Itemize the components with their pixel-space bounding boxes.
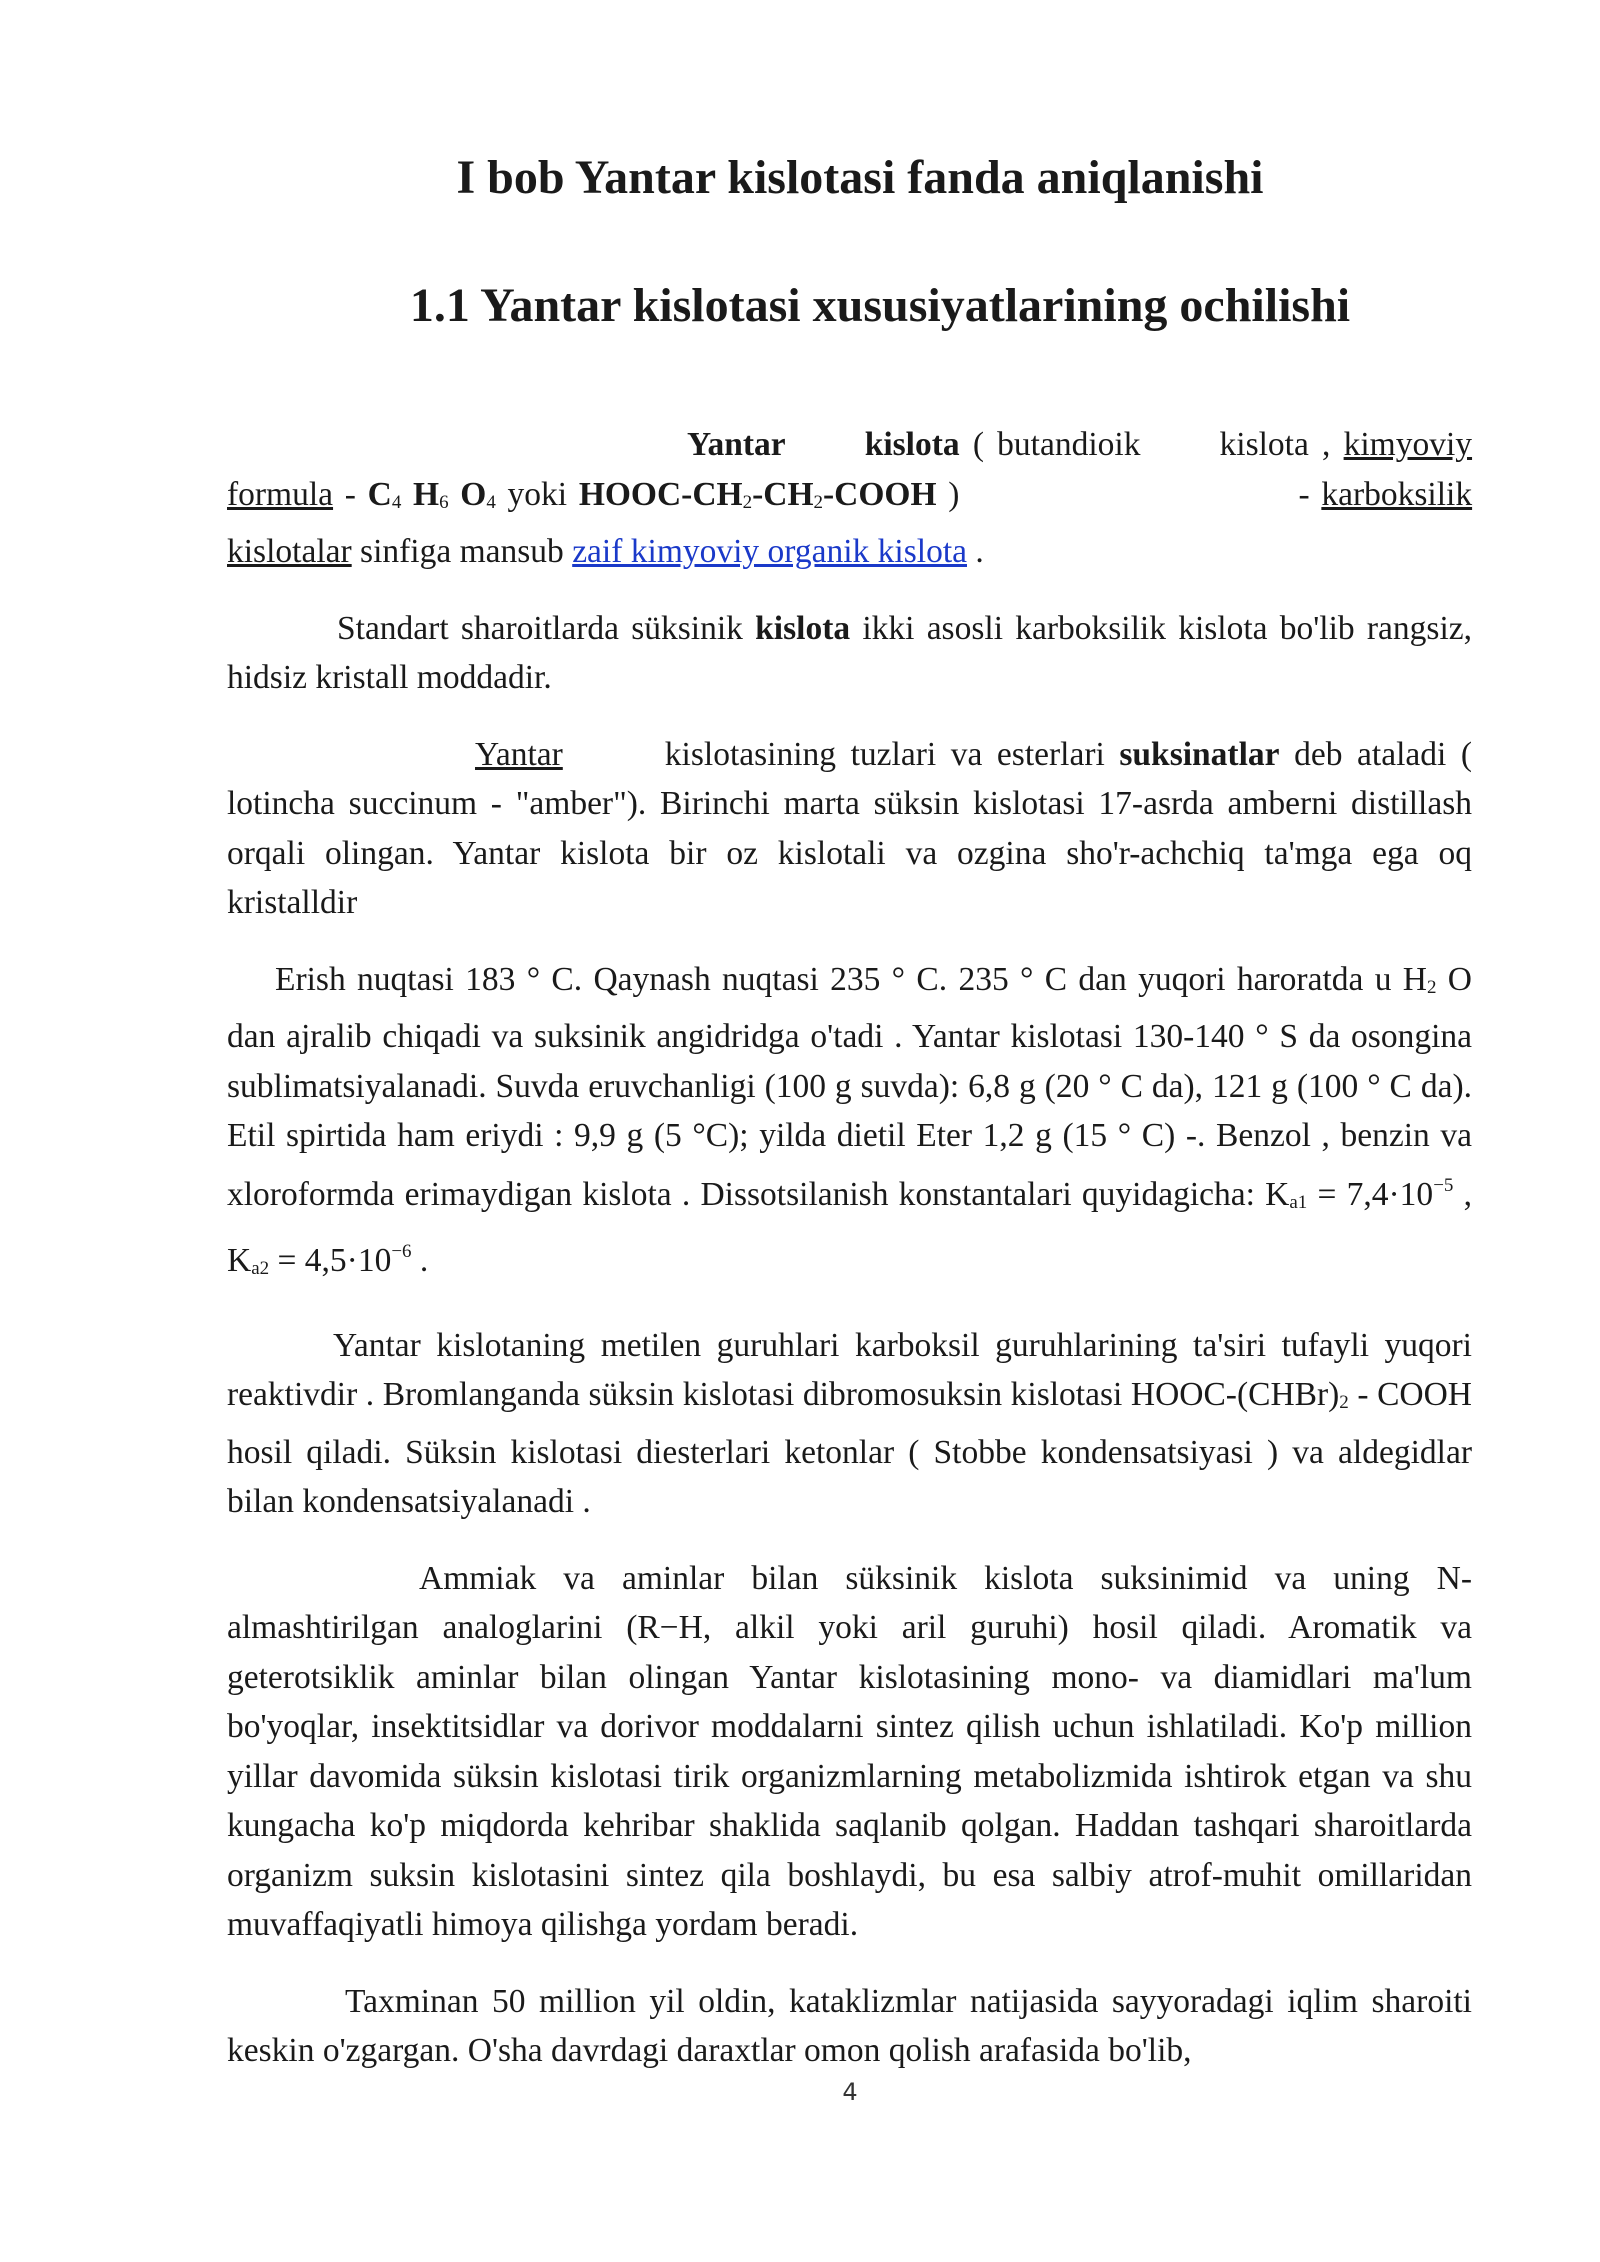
kimyoviy-formula-link[interactable]: kimyoviy formula xyxy=(227,426,1473,513)
paragraph-6: Ammiak va aminlar bilan süksinik kislota suksinimid va uning N-almashtirilgan analoglarini (R−H, alkil yoki aril guruhi) hosil qiladi. Aromatik va geterotsiklik aminlar bilan olingan Yantar kislotasining mono- va diamidlari ma'lum bo'yoqlar, insektitsidlar va dorivor moddalarni sintez qilish uchun ishlatiladi. Ko'p million yillar davomida süksin kislotasi tirik organizmlarning metabolizmida ishtirok etgan va shu kungacha ko'p miqdorda kehribar shaklida saqlanib qolgan. Haddan tashqari sharoitlarda organizm suksin kislotasini sintez qila boshlaydi, bu esa salbiy atrof-muhit omillaridan muvaffaqiyatli himoya qilishga yordam beradi. xyxy=(227,1559,1472,1943)
paragraph-1: Yantar kislota ( butandioik kislota , kimyoviy formula - C4 H6 O4 yoki HOOC-CH2-CH2-COOH ) - karboksilik kislotalar sinfiga mansub zaif kimyoviy organik kislota . xyxy=(227,426,1473,570)
paragraph-3: Yantar kislotasining tuzlari va esterlari suksinatlar deb ataladi ( lotincha succinum - "amber"). Birinchi marta süksin kislotasi 17-asrda amberni distillash orqali olingan. Yantar kislota bir oz kislotali va ozgina sho'r-achchiq ta'mga ega oq kristalldir xyxy=(227,735,1473,921)
section-title: 1.1 Yantar kislotasi xususiyatlarining ochilishi xyxy=(409,279,1351,332)
page-number: 4 xyxy=(842,2078,858,2106)
paragraph-4: Erish nuqtasi 183 ° C. Qaynash nuqtasi 235 ° C. 235 ° C dan yuqori haroratda u H2 O dan ajralib chiqadi va suksinik angidridga o'tadi . Yantar kislotasi 130-140 ° S da osongina sublimatsiyalanadi. Suvda eruvchanligi (100 g suvda): 6,8 g (20 ° C da), 121 g (100 ° C da). Etil spirtida ham eriydi : 9,9 g (5 °C); yilda dietil Eter 1,2 g (15 ° C) -. Benzol , benzin va xloroformda erimaydigan kislota . Dissotsilanish konstantalari quyidagicha: $Ka1 = 7,4\cdot 10^{-5}$ , $Ka2 = 4,5\cdot 10^{-6}$ . xyxy=(227,960,1472,1279)
document-body xyxy=(227,420,1472,2103)
chapter-title: I bob Yantar kislotasi fanda aniqlanishi xyxy=(456,151,1264,204)
paragraph-2: Standart sharoitlarda süksinik kislota ikki asosli karboksilik kislota bo'lib rangsiz, hidsiz kristall moddadir. xyxy=(227,609,1472,696)
zaif-kislota-link[interactable]: zaif kimyoviy organik kislota xyxy=(572,533,967,570)
paragraph-7: Taxminan 50 million yil oldin, kataklizmlar natijasida sayyoradagi iqlim sharoiti keskin o'zgargan. O'sha davrdagi daraxtlar omon qolish arafasida bo'lib, xyxy=(227,1982,1472,2069)
karboksilik-kislotalar-link[interactable]: karboksilik kislotalar xyxy=(227,475,1473,570)
paragraph-5: Yantar kislotaning metilen guruhlari karboksil guruhlarining ta'siri tufayli yuqori reaktivdir . Bromlanganda süksin kislotasi dibromosuksin kislotasi HOOC-(CHBr)2 - COOH hosil qiladi. Süksin kislotasi diesterlari ketonlar ( Stobbe kondensatsiyasi ) va aldegidlar bilan kondensatsiyalanadi . xyxy=(227,1326,1472,1520)
